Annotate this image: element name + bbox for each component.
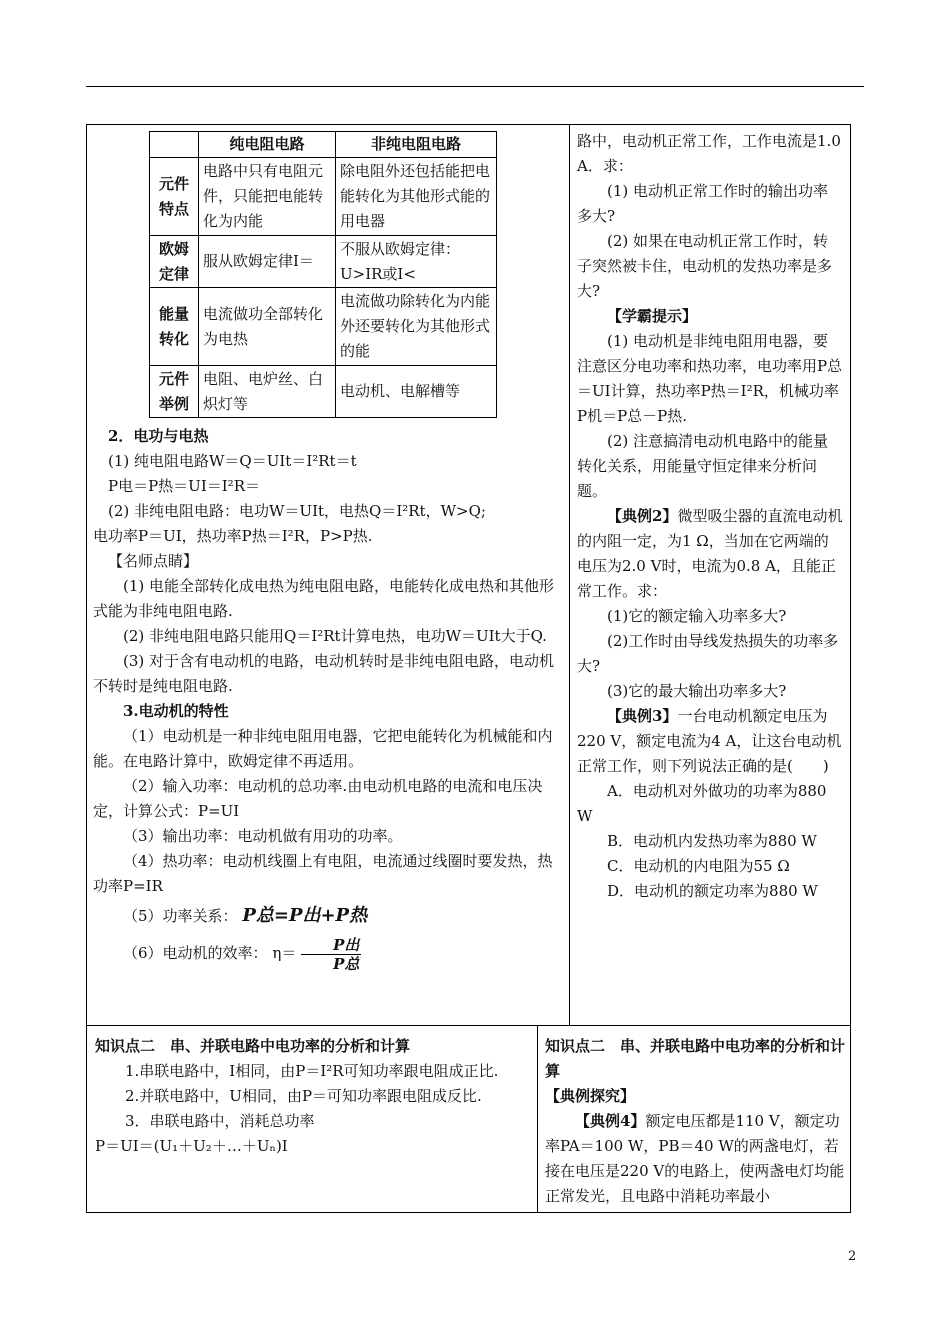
page-number: 2 — [848, 1249, 857, 1264]
hint-title: 【学霸提示】 — [607, 307, 698, 325]
example-2-question-3: (3)它的最大输出功率多大? — [607, 682, 787, 700]
section-2-line-3: (2) 非纯电阻电路：电功W＝UIt，电热Q＝I²Rt，W>Q; — [108, 502, 486, 520]
teacher-tip-1: (1) 电能全部转化成电热为纯电阻电路，电能转化成电热和其他形式能为非纯电阻电路. — [93, 577, 555, 620]
hint-1: (1) 电动机是非纯电阻用电器，要注意区分电功率和热功率，电功率用P总＝UI计算，热功率P热＝I²R，机械功率P机＝P总－P热. — [577, 332, 843, 425]
example-2-question-1: (1)它的额定输入功率多大? — [607, 607, 787, 625]
efficiency-fraction — [301, 936, 361, 973]
efficiency-eta: η＝ — [272, 944, 297, 962]
teacher-tip-3: (3) 对于含有电动机的电路，电动机转时是非纯电阻电路，电动机不转时是纯电阻电路. — [93, 652, 555, 695]
table-row-2 — [87, 1026, 850, 1212]
teacher-tip-2: (2) 非纯电阻电路只能用Q＝I²Rt计算电热，电功W＝UIt大于Q. — [123, 627, 547, 645]
left-column — [93, 131, 563, 973]
example-2 — [577, 504, 843, 604]
cell-nonpure-ohm: 不服从欧姆定律：U>IR或I< — [336, 236, 497, 288]
knowledge-point-2-line-2: 2.并联电路中，U相同，由P＝可知功率跟电阻成反比. — [125, 1087, 482, 1105]
bottom-right-cell — [545, 1034, 845, 1209]
power-relation-label: （5）功率关系： — [123, 907, 238, 925]
bottom-left-cell — [95, 1034, 531, 1159]
example-1-question-2: (2) 如果在电动机正常工作时，转子突然被卡住，电动机的发热功率是多大? — [577, 232, 833, 300]
power-relation-formula: P总=P出+P热 — [242, 905, 368, 926]
motor-point-3: （3）输出功率：电动机做有用功的功率。 — [123, 827, 403, 845]
example-explore-title: 【典例探究】 — [545, 1087, 636, 1105]
efficiency-label: （6）电动机的效率： — [123, 944, 268, 962]
hint-2: (2) 注意搞清电动机电路中的能量转化关系，用能量守恒定律来分析问题。 — [577, 432, 829, 500]
knowledge-point-2-title-right: 知识点二 串、并联电路中电功率的分析和计算 — [545, 1037, 846, 1080]
cell-pure-examples: 电阻、电炉丝、白炽灯等 — [199, 366, 336, 418]
knowledge-point-2-line-4: P＝UI＝(U₁＋U₂＋…＋Uₙ)I — [95, 1137, 288, 1155]
section-2-title: 2．电功与电热 — [108, 427, 209, 445]
knowledge-point-2-line-3: 3．串联电路中，消耗总功率 — [125, 1112, 315, 1130]
row-label-energy: 能量转化 — [150, 288, 199, 366]
header-non-pure-resistance: 非纯电阻电路 — [336, 132, 497, 158]
knowledge-point-2-line-1: 1.串联电路中，I相同，由P＝I²R可知功率跟电阻成正比. — [125, 1062, 499, 1080]
row-label-features: 元件特点 — [150, 158, 199, 236]
column-divider — [537, 1026, 538, 1212]
motor-point-1: （1）电动机是一种非纯电阻用电器，它把电能转化为机械能和内能。在电路计算中，欧姆定律不再适用。 — [93, 727, 553, 770]
example-1-question-1: (1) 电动机正常工作时的输出功率多大? — [577, 182, 829, 225]
circuit-comparison-table — [149, 131, 497, 418]
example-2-text: 微型吸尘器的直流电动机的内阻一定，为1 Ω，当加在它两端的电压为2.0 V时，电流为0.8 A，且能正常工作。求： — [577, 507, 843, 600]
option-c: C．电动机的内电阻为55 Ω — [607, 857, 790, 875]
header-rule — [86, 86, 864, 87]
header-pure-resistance: 纯电阻电路 — [199, 132, 336, 158]
right-column — [577, 129, 843, 904]
option-d: D．电动机的额定功率为880 W — [607, 882, 818, 900]
motor-point-6 — [93, 933, 563, 973]
cell-pure-energy: 电流做功全部转化为电热 — [199, 288, 336, 366]
table-row-1 — [87, 125, 850, 1026]
example-4-text: 额定电压都是110 V，额定功率PA＝100 W，PB＝40 W的两盏电灯，若接在电压是220 V的电路上，使两盏电灯均能正常发光，且电路中消耗功率最小 — [545, 1112, 845, 1205]
section-3-title: 3.电动机的特性 — [123, 702, 229, 720]
cell-pure-features: 电路中只有电阻元件，只能把电能转化为内能 — [199, 158, 336, 236]
example-2-tag: 【典例2】 — [607, 507, 678, 525]
section-2-line-4: 电功率P＝UI，热功率P热＝I²R，P>P热. — [93, 527, 373, 545]
example-3 — [577, 704, 843, 779]
section-2-line-1: (1) 纯电阻电路W＝Q＝UIt＝I²Rt＝t — [108, 452, 357, 470]
option-a: A．电动机对外做功的功率为880 W — [577, 782, 827, 825]
table-corner — [150, 132, 199, 158]
example-2-question-2: (2)工作时由导线发热损失的功率多大? — [577, 632, 839, 675]
cell-nonpure-examples: 电动机、电解槽等 — [336, 366, 497, 418]
example-3-text: 一台电动机额定电压为220 V，额定电流为4 A，让这台电动机正常工作，则下列说法正确的是( ) — [577, 707, 842, 775]
row-label-examples: 元件举例 — [150, 366, 199, 418]
fraction-numerator: P出 — [301, 936, 361, 955]
fraction-denominator: P总 — [333, 954, 360, 973]
column-divider — [569, 125, 570, 1025]
example-3-tag: 【典例3】 — [607, 707, 678, 725]
example-4 — [545, 1109, 845, 1209]
cell-nonpure-energy: 电流做功除转化为内能外还要转化为其他形式的能 — [336, 288, 497, 366]
example-1-continuation: 路中，电动机正常工作，工作电流是1.0 A．求： — [577, 132, 841, 175]
section-2-line-2: P电＝P热＝UI＝I²R＝ — [108, 477, 260, 495]
example-4-tag: 【典例4】 — [575, 1112, 646, 1130]
knowledge-point-2-title: 知识点二 串、并联电路中电功率的分析和计算 — [95, 1037, 411, 1055]
cell-nonpure-features: 除电阻外还包括能把电能转化为其他形式能的用电器 — [336, 158, 497, 236]
content-table — [86, 124, 851, 1213]
teacher-tip-title: 【名师点睛】 — [108, 552, 199, 570]
option-b: B．电动机内发热功率为880 W — [607, 832, 817, 850]
cell-pure-ohm: 服从欧姆定律I＝ — [199, 236, 336, 288]
motor-point-5 — [93, 899, 563, 933]
motor-point-2: （2）输入功率：电动机的总功率.由电动机电路的电流和电压决定，计算公式：P=UI — [93, 777, 543, 820]
motor-point-4: （4）热功率：电动机线圈上有电阻，电流通过线圈时要发热，热功率P=IR — [93, 852, 553, 895]
row-label-ohm-law: 欧姆定律 — [150, 236, 199, 288]
